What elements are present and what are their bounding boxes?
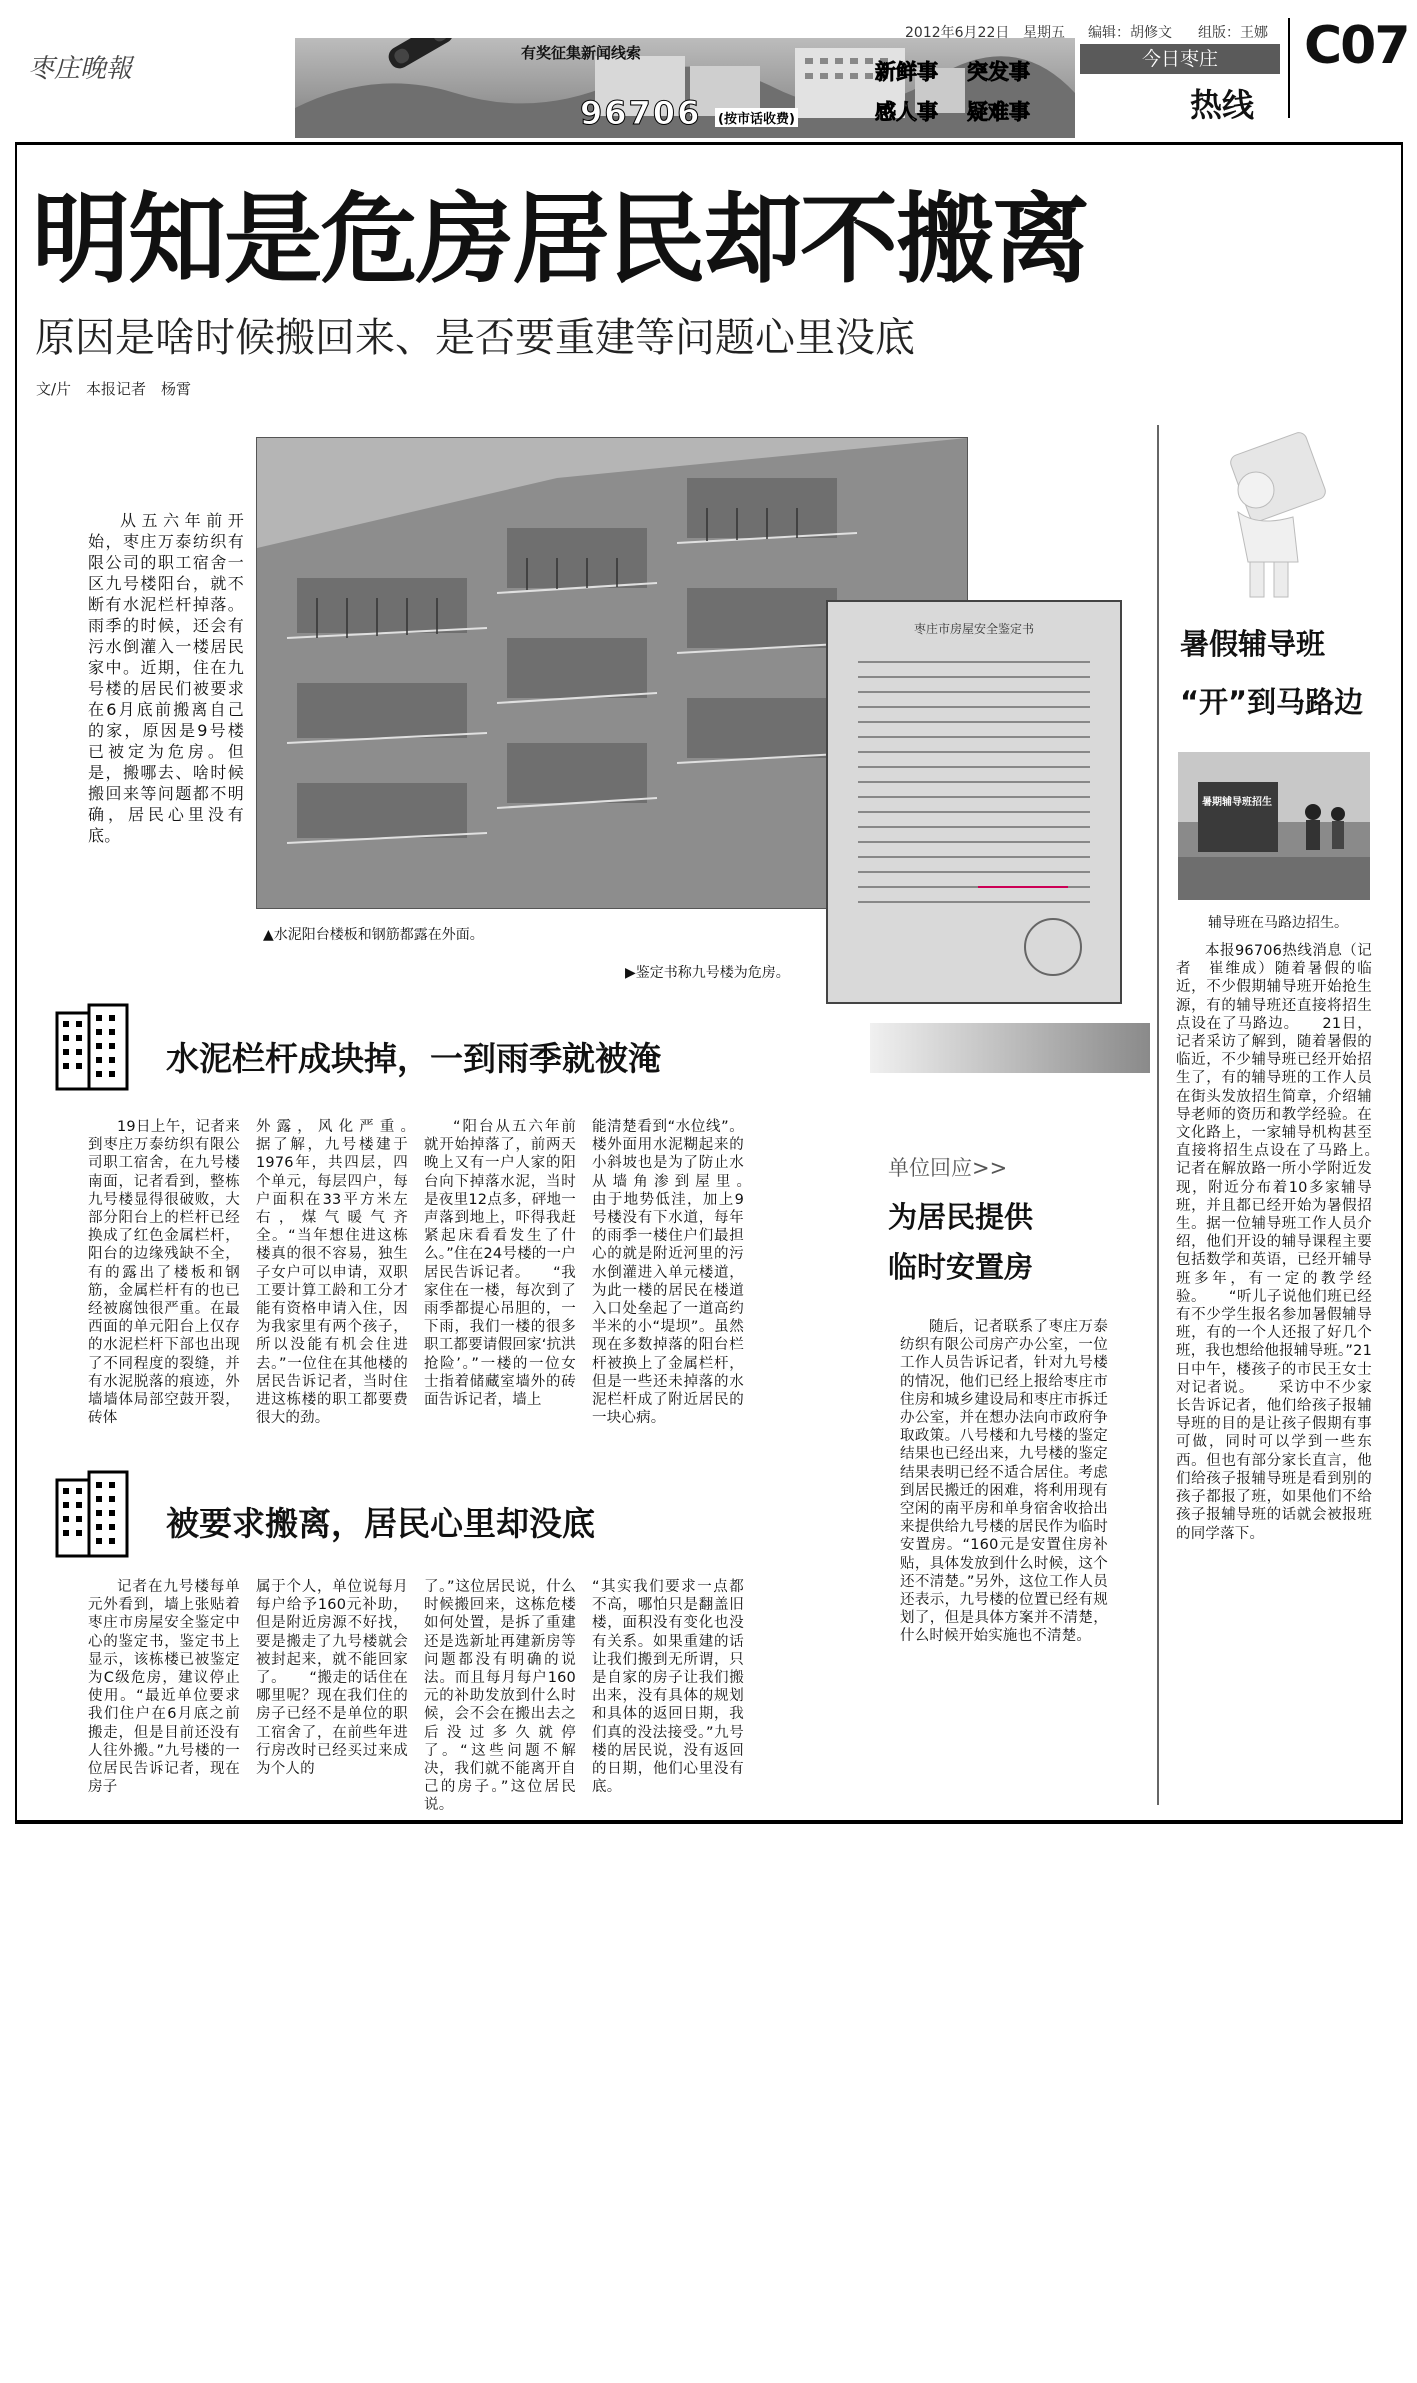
bottom-border [15,1820,1403,1824]
response-gradient-bar [870,1023,1150,1073]
lead-text: 从五六年前开始，枣庄万泰纺织有限公司的职工宿舍一区九号楼阳台，就不断有水泥栏杆掉落。雨季的时候，还会有污水倒灌入一楼居民家中。近期，住在九号楼的居民们被要求在6月底前搬离自己的家，原因是9号楼已被定为危房。但是，搬哪去、啥时候搬回来等问题都不明确，居民心里没有底。 [88,511,244,845]
editor-credit: 编辑：胡修文 [1088,25,1172,41]
designer-credit: 组版：王娜 [1198,25,1268,41]
page-code: C07 [1304,16,1409,76]
masthead [0,0,1417,140]
document-title: 枣庄市房屋安全鉴定书 [913,622,1034,636]
section2-text-3: 了。”这位居民说，什么时候搬回来，这栋危楼如何处置，是拆了重建还是选新址再建新房等问题都没有明确的说法。而且每月每户160元的补助发放到什么时候，会不会在搬出去之后没过多久就停了。“这些问题不解决，我们就不能离开自己的房子。”这位居民说。 [424,1579,576,1814]
section-tag: 今日枣庄 [1080,44,1280,74]
response-label: 单位回应>> [888,1156,1008,1180]
issue-date: 2012年6月22日 [905,25,1010,41]
hotline-note: (按市话收费) [715,108,798,127]
hotline-number: 96706 [580,94,702,132]
masthead-vertical-divider [1288,18,1290,118]
sidebar-divider [1157,425,1159,1805]
section1-col-4 [592,1118,774,1427]
document-text-lines [828,602,1120,1002]
response-body [900,1318,1108,1646]
paper-logo: 枣庄晚報 [28,54,133,84]
slogan-2: 突发事 [967,60,1030,84]
section2-col-1 [88,1578,240,1796]
sidebar-photo [1178,752,1370,900]
section2-col-3 [424,1578,576,1815]
slogan-1: 新鲜事 [875,60,938,84]
issue-weekday: 星期五 [1023,25,1065,41]
section1-text-2: 外露，风化严重。 据了解，九号楼建于1976年，共四层，四个单元，每层四户，每户面积在33平方米左右，煤气暖气齐全。“当年想住进这栋楼真的很不容易，独生子女户可以申请，双职工要计算工龄和工分才能有资格申请入住，因为我家里有两个孩子，所以没能有机会住进去。”一位住在其他楼的居民告诉记者，当时住进这栋楼的职工都要费很大的劲。 [256,1119,438,1427]
response-text: 随后，记者联系了枣庄万泰纺织有限公司房产办公室，一位工作人员告诉记者，针对九号楼的情况，他们已经上报给枣庄市住房和城乡建设局和枣庄市拆迁办公室，并在想办法向市政府争取政策。八号楼和九号楼的鉴定结果也已经出来，九号楼的鉴定结果表明已经不适合居住。考虑到居民搬迁的困难，将利用现有空闲的南平房和单身宿舍收拾出来提供给九号楼的居民作为临时安置房。“160元是安置住房补贴，具体发放到什么时候，这个还不清楚。”另外，这位工作人员还表示，九号楼的位置已经有规划了，但是具体方案并不清楚，什么时候开始实施也不清楚。 [900,1319,1108,1645]
building-icon [52,1003,132,1091]
right-border [1401,142,1403,1822]
section1-col-1 [88,1118,240,1427]
section1-col-3 [424,1118,576,1409]
thinking-figure-icon [1208,432,1338,602]
section2-text-2: 属于个人，单位说每月每户给予160元补助，但是附近房源不好找，要是搬走了九号楼就会被封起来，就不能回家了。 “搬走的话住在哪里呢？现在我们住的房子已经不是单位的职工宿舍了，在前些年进行房改时已经买过来成为个人的 [256,1579,408,1778]
section2-col-4 [592,1578,744,1796]
sidebar-body [1176,942,1402,1543]
byline: 文/片 本报记者 杨霄 [36,380,192,398]
section1-col-2 [256,1118,438,1427]
subheadline: 原因是啥时候搬回来、是否要重建等问题心里没底 [35,315,915,361]
building-icon-2 [52,1470,132,1558]
response-title-2: 临时安置房 [888,1250,1034,1284]
hotline-banner [295,38,1075,138]
response-title-1: 为居民提供 [888,1200,1034,1234]
photo-sign-text: 暑期辅导班招生 [1202,797,1272,808]
section2-text-4: “其实我们要求一点都不高，哪怕只是翻盖旧楼，面积没有变化也没有关系。如果重建的话让我们搬到无所谓，只是自家的房子让我们搬出来，没有具体的规划和具体的返回日期，我们真的没法接受。”九号楼的居民说，没有返回的日期，他们心里没有底。 [592,1579,744,1796]
headline: 明知是危房居民却不搬离 [32,183,1089,297]
slogan-3: 感人事 [875,100,938,124]
street-scene [1178,752,1370,900]
section1-text-1: 19日上午，记者来到枣庄万泰纺织有限公司职工宿舍，在九号楼南面，记者看到，整栋九号楼显得很破败，大部分阳台上的栏杆已经换成了红色金属栏杆，阳台的边缘残缺不全，有的露出了楼板和钢筋，金属栏杆有的也已经被腐蚀很严重。在最西面的单元阳台上仅存的水泥栏杆下部也出现了不同程度的裂缝，并有水泥脱落的痕迹，外墙墙体局部空鼓开裂，砖体 [88,1119,240,1427]
telephone-icon [385,38,457,72]
top-border [15,142,1403,145]
section2-col-2 [256,1578,408,1778]
section2-text-1: 记者在九号楼每单元外看到，墙上张贴着枣庄市房屋安全鉴定中心的鉴定书，鉴定书上显示，该栋楼已被鉴定为C级危房，建议停止使用。“最近单位要求我们住户在6月底之前搬走，但是目前还没有人往外搬。”九号楼的一位居民告诉记者，现在房子 [88,1579,240,1796]
section1-title: 水泥栏杆成块掉，一到雨季就被淹 [166,1039,661,1078]
hotline-label: 有奖征集新闻线索 [521,44,642,62]
section1-text-3: “阳台从五六年前就开始掉落了，前两天晚上又有一户人家的阳台向下掉落水泥，当时是夜里12点多，砰地一声落到地上，吓得我赶紧起床看看发生了什么。”住在24号楼的一户居民告诉记者。 “我家住在一楼，每次到了雨季都提心吊胆的，一下雨，我们一楼的很多职工都要请假回家‘抗洪抢险’。”一楼的一位女士指着储藏室墙外的砖面告诉记者，墙上 [424,1119,576,1409]
left-border [15,142,17,1822]
section2-title: 被要求搬离，居民心里却没底 [166,1504,595,1543]
lead-paragraph [88,510,244,846]
slogan-4: 疑难事 [967,100,1030,124]
photo-caption-document: ▶鉴定书称九号楼为危房。 [625,965,790,981]
sidebar-text: 本报96706热线消息（记者 崔维成）随着暑假的临近，不少假期辅导班开始抢生源，有的辅导班还直接将招生点设在了马路边。 21日，记者采访了解到，随着暑假的临近，不少辅导班已经开始招生了，有的辅导班的工作人员在街头发放招生简章，介绍辅导老师的资历和教学经验。在文化路上，一家辅导机构甚至直接将招生点设在了马路上。 记者在解放路一所小学附近发现，附近分布着10多家辅导班，并且都已经开始为暑假招生。据一位辅导班工作人员介绍，他们开设的辅导课程主要包括数学和英语，已经开辅导班多年，有一定的教学经验。 “听儿子说他们班已经有不少学生报名参加暑假辅导班，有的一个人还报了好几个班，我也想给他报辅导班。”21日中午，楼孩子的市民王女士对记者说。 采访中不少家长告诉记者，他们给孩子报辅导班的目的是让孩子假期有事可做，同时可以学到一些东西。但也有部分家长直言，他们给孩子报辅导班是看到别的孩子都报了班，如果他们不给孩子报辅导班的话就会被报班的同学落下。 [1176,943,1402,1542]
sidebar-title-1: 暑假辅导班 [1180,627,1326,661]
section-name: 热线 [1190,86,1255,124]
appraisal-document-photo [826,600,1122,1004]
photo-caption-balcony: ▲水泥阳台楼板和钢筋都露在外面。 [263,927,484,943]
official-seal-icon [1025,919,1081,975]
sidebar-photo-caption: 辅导班在马路边招生。 [1208,915,1348,931]
section1-text-4: 能清楚看到“水位线”。楼外面用水泥糊起来的小斜坡也是为了防止水从墙角渗到屋里。 由于地势低洼，加上9号楼没有下水道，每年的雨季一楼住户们最担心的就是附近河里的污水倒灌进入单元楼道，为此一楼的居民在楼道入口处垒起了一道高约半米的小“堤坝”。虽然现在多数掉落的阳台栏杆被换上了金属栏杆，但是一些还未掉落的水泥栏杆成了附近居民的一块心病。 [592,1119,774,1427]
sidebar-title-2: “开”到马路边 [1180,685,1364,719]
